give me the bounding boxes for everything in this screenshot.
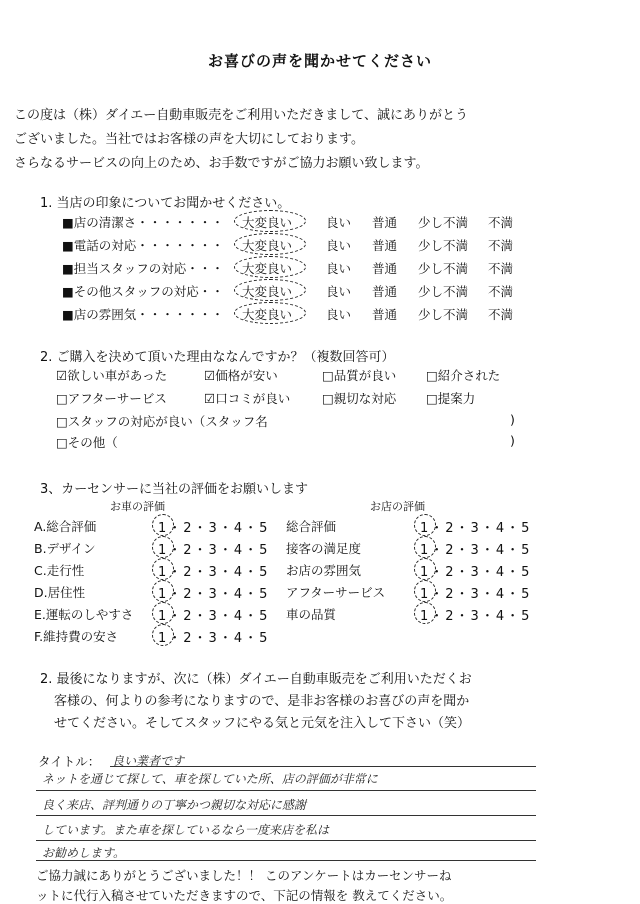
q3-left-scale[interactable]: 1・2・3・4・5 [158, 631, 270, 646]
q3-left-label: F.維持費の安さ [34, 629, 119, 644]
page-title: お喜びの声を聞かせてください [207, 52, 432, 70]
comment-underline-4 [36, 860, 536, 861]
q1-option[interactable]: 少し不満 [418, 261, 469, 276]
q1-option[interactable]: 良い [326, 238, 352, 253]
q3-right-scale[interactable]: 1・2・3・4・5 [420, 565, 532, 580]
comment-underline-3 [36, 840, 536, 841]
q3-selected-circle [414, 558, 436, 580]
q2-staff-option[interactable]: □スタッフの対応が良い（スタッフ名 [56, 414, 268, 429]
q1-selected-circle [234, 279, 306, 301]
q1-row-label: ■その他スタッフの対応・・ [62, 284, 224, 299]
q1-option[interactable]: 大変良い [242, 307, 293, 322]
q3-selected-circle [152, 580, 174, 602]
q1-option[interactable]: 大変良い [242, 261, 293, 276]
q2-option[interactable]: ☑欲しい車があった [56, 368, 168, 383]
q1-option[interactable]: 少し不満 [418, 284, 469, 299]
comment-line-1[interactable]: ネットを通じて探して、車を探していた所、店の評価が非常に [42, 772, 378, 786]
q4-heading-1: 2. 最後になりますが、次に（株）ダイエー自動車販売をご利用いただくお [40, 672, 472, 687]
q3-selected-circle [414, 536, 436, 558]
q1-option[interactable]: 不満 [488, 284, 514, 299]
q1-row-label: ■店の雰囲気・・・・・・・ [62, 307, 224, 322]
q1-row-label: ■担当スタッフの対応・・・ [62, 261, 224, 276]
q2-option[interactable]: □アフターサービス [56, 391, 167, 406]
title-underline [110, 766, 536, 767]
q2-other-option[interactable]: □その他（ [56, 435, 118, 450]
comment-line-2[interactable]: 良く来店、評判通りの丁寧かつ親切な対応に感謝 [42, 798, 307, 812]
q1-option[interactable]: 普通 [372, 284, 398, 299]
q3-right-scale[interactable]: 1・2・3・4・5 [420, 587, 532, 602]
q3-left-scale[interactable]: 1・2・3・4・5 [158, 609, 270, 624]
q1-option[interactable]: 不満 [488, 238, 514, 253]
q4-heading-2: 客様の、何よりの参考になりますので、是非お客様のお喜びの声を聞か [54, 694, 470, 709]
q3-selected-circle [152, 558, 174, 580]
q1-option[interactable]: 良い [326, 284, 352, 299]
q2-option[interactable]: □親切な対応 [322, 391, 397, 406]
q2-heading: 2. ご購入を決めて頂いた理由ななんですか？（複数回答可） [40, 350, 395, 365]
q1-selected-circle [234, 256, 306, 278]
q1-option[interactable]: 普通 [372, 307, 398, 322]
q3-selected-circle [152, 602, 174, 624]
comment-line-3[interactable]: しています。また車を探しているなら一度来店を私は [42, 823, 330, 837]
q3-heading: 3、カーセンサーに当社の評価をお願いします [40, 482, 309, 497]
q3-right-scale[interactable]: 1・2・3・4・5 [420, 543, 532, 558]
q3-left-label: C.走行性 [34, 563, 85, 578]
q3-left-scale[interactable]: 1・2・3・4・5 [158, 565, 270, 580]
q3-selected-circle [152, 624, 174, 646]
q3-right-label: お店の雰囲気 [286, 563, 362, 578]
q3-left-label: A.総合評価 [34, 519, 97, 534]
q1-option[interactable]: 大変良い [242, 284, 293, 299]
q1-option[interactable]: 大変良い [242, 215, 293, 230]
q1-row-label: ■電話の対応・・・・・・・ [62, 238, 224, 253]
q1-option[interactable]: 普通 [372, 238, 398, 253]
q2-option[interactable]: □品質が良い [322, 368, 397, 383]
q1-option[interactable]: 不満 [488, 307, 514, 322]
q3-right-label: 総合評価 [286, 519, 337, 534]
q2-other-close: ) [510, 433, 515, 448]
q3-right-label: アフターサービス [286, 585, 386, 600]
q1-option[interactable]: 普通 [372, 215, 398, 230]
q3-left-scale[interactable]: 1・2・3・4・5 [158, 587, 270, 602]
q3-selected-circle [152, 536, 174, 558]
q2-option[interactable]: □提案力 [426, 391, 476, 406]
intro-line-2: ございました。当社ではお客様の声を大切にしております。 [14, 132, 364, 147]
q3-left-scale[interactable]: 1・2・3・4・5 [158, 543, 270, 558]
q2-option[interactable]: ☑口コミが良い [204, 391, 291, 406]
q1-option[interactable]: 不満 [488, 215, 514, 230]
q1-option[interactable]: 良い [326, 307, 352, 322]
intro-line-3: さらなるサービスの向上のため、お手数ですがご協力お願い致します。 [14, 156, 429, 171]
q1-selected-circle [234, 302, 306, 324]
q1-option[interactable]: 不満 [488, 261, 514, 276]
q2-option[interactable]: □紹介された [426, 368, 501, 383]
q1-option[interactable]: 少し不満 [418, 307, 469, 322]
q3-left-label: E.運転のしやすさ [34, 607, 134, 622]
q3-left-label: D.居住性 [34, 585, 86, 600]
q2-option[interactable]: ☑価格が安い [204, 368, 278, 383]
q3-right-scale[interactable]: 1・2・3・4・5 [420, 609, 532, 624]
q1-row-label: ■店の清潔さ・・・・・・・ [62, 215, 224, 230]
q1-selected-circle [234, 233, 306, 255]
intro-line-1: この度は（株）ダイエー自動車販売をご利用いただきまして、誠にありがとう [14, 108, 468, 123]
q1-selected-circle [234, 210, 306, 232]
q1-option[interactable]: 良い [326, 215, 352, 230]
q1-option[interactable]: 少し不満 [418, 215, 469, 230]
q3-selected-circle [414, 514, 436, 536]
q3-selected-circle [152, 514, 174, 536]
q3-selected-circle [414, 602, 436, 624]
q3-left-heading: お車の評価 [110, 500, 165, 513]
comment-underline-1 [36, 790, 536, 791]
footer-line-2: ットに代行入稿させていただきますので、下記の情報を 教えてください。 [36, 888, 453, 903]
q3-right-label: 車の品質 [286, 607, 337, 622]
q3-left-scale[interactable]: 1・2・3・4・5 [158, 521, 270, 536]
q1-option[interactable]: 普通 [372, 261, 398, 276]
q1-option[interactable]: 大変良い [242, 238, 293, 253]
q1-option[interactable]: 少し不満 [418, 238, 469, 253]
q3-left-label: B.デザイン [34, 541, 96, 556]
q3-right-label: 接客の満足度 [286, 541, 362, 556]
footer-line-1: ご協力誠にありがとうございました！！ このアンケートはカーセンサーね [36, 868, 452, 883]
q3-right-scale[interactable]: 1・2・3・4・5 [420, 521, 532, 536]
q1-heading: 1. 当店の印象についてお聞かせください。 [40, 196, 291, 211]
title-label: タイトル： [38, 754, 101, 769]
title-value[interactable]: 良い業者です [112, 754, 185, 768]
q1-option[interactable]: 良い [326, 261, 352, 276]
comment-underline-2 [36, 815, 536, 816]
comment-line-4[interactable]: お勧めします。 [42, 846, 126, 860]
q2-staff-close: ) [510, 412, 515, 427]
q4-heading-3: せてください。そしてスタッフにやる気と元気を注入して下さい（笑） [54, 716, 471, 731]
q3-selected-circle [414, 580, 436, 602]
q3-right-heading: お店の評価 [370, 500, 425, 513]
